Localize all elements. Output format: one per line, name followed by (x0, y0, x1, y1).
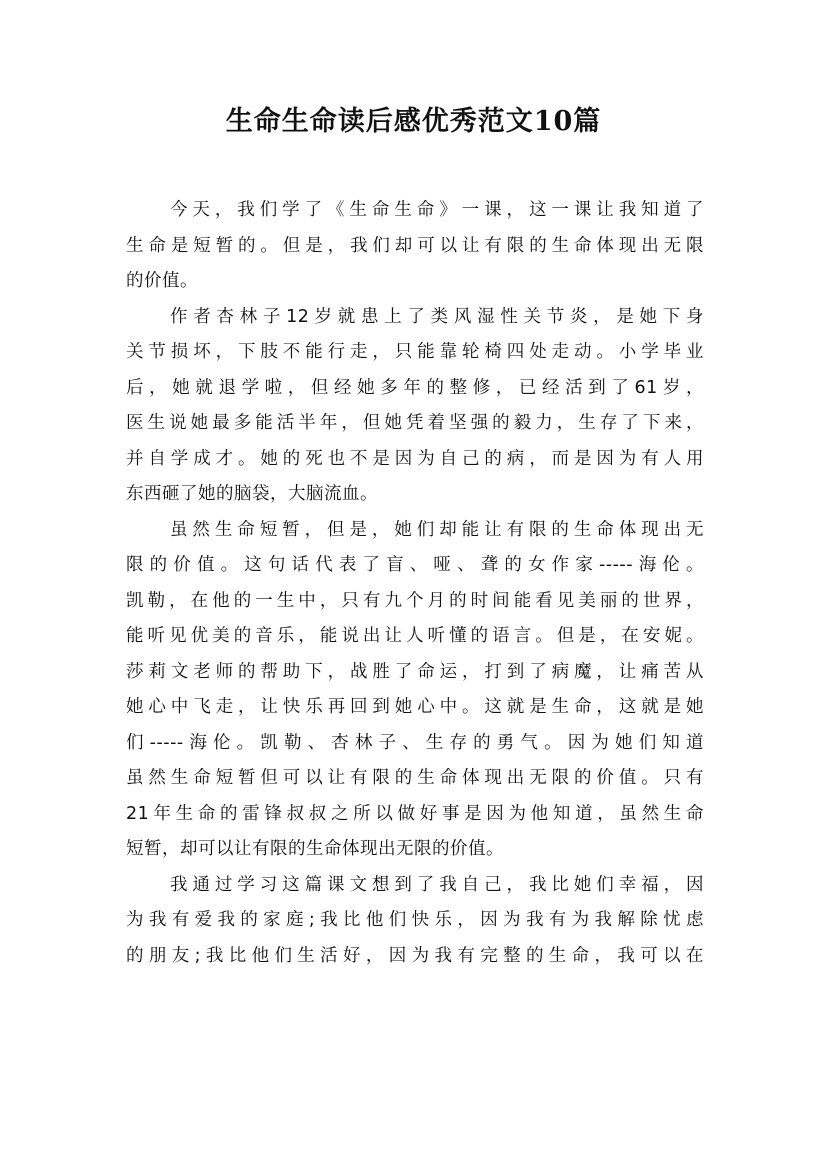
paragraph-1-line: 今天，我们学了《生命生命》一课，这一课让我知道了 (170, 200, 704, 220)
paragraph-2-line: 作者杏林子12岁就患上了类风湿性关节炎，是她下身 (170, 306, 704, 327)
paragraph-1-line: 的价值。 (126, 271, 198, 291)
paragraph-4-line: 的朋友;我比他们生活好，因为我有完整的生命，我可以在 (126, 945, 704, 966)
paragraph-3-line: 限的价值。这句话代表了盲、哑、聋的女作家-----海伦。 (126, 555, 704, 575)
paragraph-3-line: 凯勒，在他的一生中，只有九个月的时间能看见美丽的世界， (126, 590, 704, 611)
paragraph-3-line: 们-----海伦。凯勒、杏林子、生存的勇气。因为她们知道 (126, 732, 704, 753)
paragraph-4-line: 为我有爱我的家庭;我比他们快乐，因为我有为我解除忧虑 (126, 910, 704, 930)
paragraph-2-line: 关节损坏，下肢不能行走，只能靠轮椅四处走动。小学毕业 (126, 342, 704, 362)
paragraph-3-line: 21年生命的雷锋叔叔之所以做好事是因为他知道，虽然生命 (126, 803, 704, 824)
paragraph-3-line: 能听见优美的音乐，能说出让人听懂的语言。但是，在安妮。 (126, 626, 704, 646)
paragraph-2-line: 并自学成才。她的死也不是因为自己的病，而是因为有人用 (126, 448, 704, 469)
paragraph-2-line: 东西砸了她的脑袋，大脑流血。 (126, 484, 378, 504)
paragraph-2-line: 医生说她最多能活半年，但她凭着坚强的毅力，生存了下来， (126, 413, 704, 433)
paragraph-3-line: 她心中飞走，让快乐再回到她心中。这就是生命，这就是她 (126, 697, 704, 717)
document-title: 生命生命读后感优秀范文10篇 (225, 106, 602, 137)
paragraph-3-line: 虽然生命短暂，但是，她们却能让有限的生命体现出无 (170, 519, 704, 540)
paragraph-2-line: 后，她就退学啦，但经她多年的整修，已经活到了61岁， (126, 377, 704, 398)
paragraph-4-line: 我通过学习这篇课文想到了我自己，我比她们幸福，因 (170, 874, 704, 895)
document-body (126, 193, 704, 974)
paragraph-1-line: 生命是短暂的。但是，我们却可以让有限的生命体现出无限 (126, 235, 704, 256)
paragraph-3-line: 莎莉文老师的帮助下，战胜了命运，打到了病魔，让痛苦从 (126, 661, 704, 682)
paragraph-3-line: 虽然生命短暂但可以让有限的生命体现出无限的价值。只有 (126, 768, 704, 788)
paragraph-3-line: 短暂，却可以让有限的生命体现出无限的价值。 (126, 839, 504, 859)
